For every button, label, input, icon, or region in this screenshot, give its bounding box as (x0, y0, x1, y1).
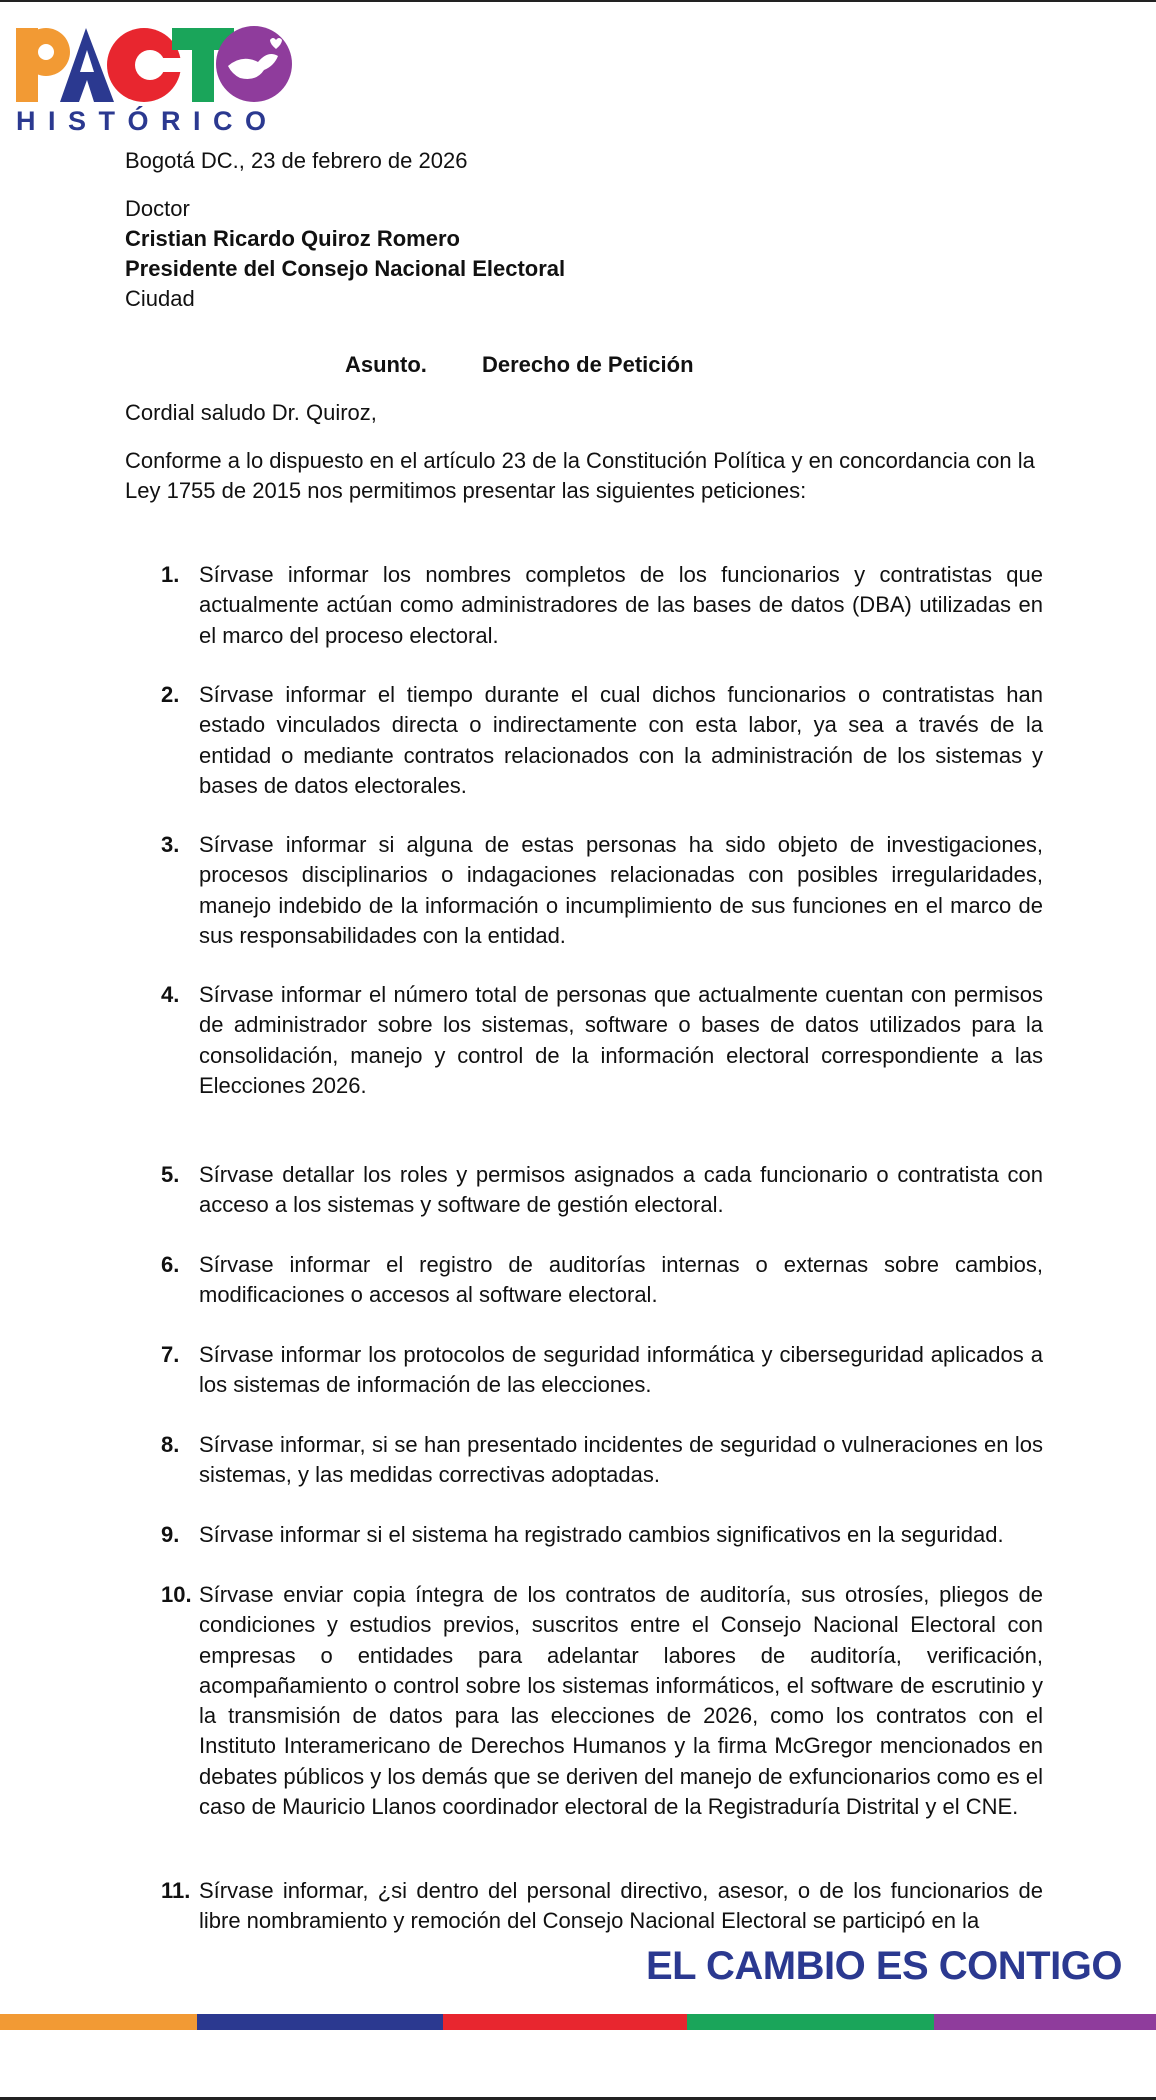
petition-item (125, 1160, 1043, 1221)
petition-number: 10. (161, 1582, 192, 1607)
petition-item (125, 1430, 1043, 1491)
stripe-green (687, 2014, 934, 2030)
salutation: Cordial saludo Dr. Quiroz, (125, 400, 377, 425)
petition-text: Sírvase informar el tiempo durante el cual dichos funcionarios o contratistas han estado vinculados directa o indirectamente con esta labor, ya sea a través de la entidad o mediante contratos relacionados con la administración de los sistemas y bases de datos electorales. (199, 682, 1043, 798)
logo-letter-c (107, 28, 182, 102)
petition-number: 2. (161, 682, 180, 707)
petition-item (125, 1250, 1043, 1311)
petition-item (125, 1580, 1043, 1822)
subject-label: Asunto. (345, 352, 427, 377)
logo-letter-o-dove (216, 26, 292, 102)
recipient-position: Presidente del Consejo Nacional Electoral (125, 256, 566, 281)
intro-paragraph: Conforme a lo dispuesto en el artículo 23 de la Constitución Política y en concordancia con la Ley 1755 de 2015 nos permitimos presentar las siguientes peticiones: (125, 448, 1035, 503)
petition-item (125, 1340, 1043, 1401)
petition-number: 5. (161, 1162, 180, 1187)
stripe-red (443, 2014, 687, 2030)
subject-text: Derecho de Petición (482, 352, 694, 377)
petition-item (125, 680, 1043, 801)
page-top-border (0, 0, 1156, 2)
petition-number: 7. (161, 1342, 180, 1367)
logo-letter-p (16, 28, 70, 102)
recipient-name: Cristian Ricardo Quiroz Romero (125, 226, 460, 251)
color-stripe (0, 2014, 1156, 2030)
petition-number: 1. (161, 562, 180, 587)
slogan: EL CAMBIO ES CONTIGO (646, 1944, 1122, 1988)
petition-number: 4. (161, 982, 180, 1007)
petition-text: Sírvase informar si el sistema ha registrado cambios significativos en la seguridad. (199, 1522, 1004, 1547)
petition-text: Sírvase informar, ¿si dentro del personal directivo, asesor, o de los funcionarios de libre nombramiento y remoción del Consejo Nacional Electoral se participó en la (199, 1878, 1043, 1934)
petition-text: Sírvase informar los protocolos de seguridad informática y ciberseguridad aplicados a los sistemas de información de las elecciones. (199, 1342, 1043, 1398)
petition-text: Sírvase informar el registro de auditorías internas o externas sobre cambios, modificaciones o accesos al software electoral. (199, 1252, 1043, 1308)
petition-number: 3. (161, 832, 180, 857)
petition-item (125, 830, 1043, 951)
stripe-purple (934, 2014, 1156, 2030)
pacto-historico-logo (16, 24, 296, 136)
recipient-city: Ciudad (125, 286, 195, 311)
petition-text: Sírvase detallar los roles y permisos asignados a cada funcionario o contratista con acceso a los sistemas y software de gestión electoral. (199, 1162, 1043, 1218)
subject-line (125, 350, 1043, 380)
logo-letter-a (60, 28, 114, 102)
petition-text: Sírvase enviar copia íntegra de los contratos de auditoría, sus otrosíes, pliegos de condiciones y estudios previos, suscritos entre el Consejo Nacional Electoral con empresas o entidades para adelantar labores de auditoría, verificación, acompañamiento o control sobre los sistemas informáticos, el software de escrutinio y la transmisión de datos para las elecciones de 2026, como los contratos con el Instituto Interamericano de Derechos Humanos y la firma McGregor mencionados en debates públicos y los demás que se deriven del manejo de exfuncionarios como es el caso de Mauricio Llanos coordinador electoral de la Registraduría Distrital y el CNE. (199, 1582, 1043, 1820)
petition-item (125, 1876, 1043, 1937)
letter-body (125, 146, 1043, 506)
logo-subtitle: HISTÓRICO (16, 106, 279, 136)
petition-item (125, 560, 1043, 651)
petition-item (125, 1520, 1043, 1550)
petition-item (125, 980, 1043, 1101)
recipient-title: Doctor (125, 196, 190, 221)
stripe-orange (0, 2014, 197, 2030)
petition-number: 8. (161, 1432, 180, 1457)
petition-number: 9. (161, 1522, 180, 1547)
letter-date: Bogotá DC., 23 de febrero de 2026 (125, 148, 468, 173)
petition-number: 11. (161, 1878, 191, 1903)
petition-text: Sírvase informar, si se han presentado incidentes de seguridad o vulneraciones en los sistemas, y las medidas correctivas adoptadas. (199, 1432, 1043, 1488)
stripe-blue (197, 2014, 443, 2030)
petition-text: Sírvase informar si alguna de estas personas ha sido objeto de investigaciones, procesos disciplinarios o indagaciones relacionadas con posibles irregularidades, manejo indebido de la información o incumplimiento de sus funciones en el marco de sus responsabilidades con la entidad. (199, 832, 1043, 948)
logo-mark (16, 24, 296, 110)
petition-number: 6. (161, 1252, 180, 1277)
petition-text: Sírvase informar el número total de personas que actualmente cuentan con permisos de administrador sobre los sistemas, software o bases de datos utilizados para la consolidación, manejo y control de la información electoral correspondiente a las Elecciones 2026. (199, 982, 1043, 1098)
petition-text: Sírvase informar los nombres completos de los funcionarios y contratistas que actualmente actúan como administradores de las bases de datos (DBA) utilizadas en el marco del proceso electoral. (199, 562, 1043, 648)
